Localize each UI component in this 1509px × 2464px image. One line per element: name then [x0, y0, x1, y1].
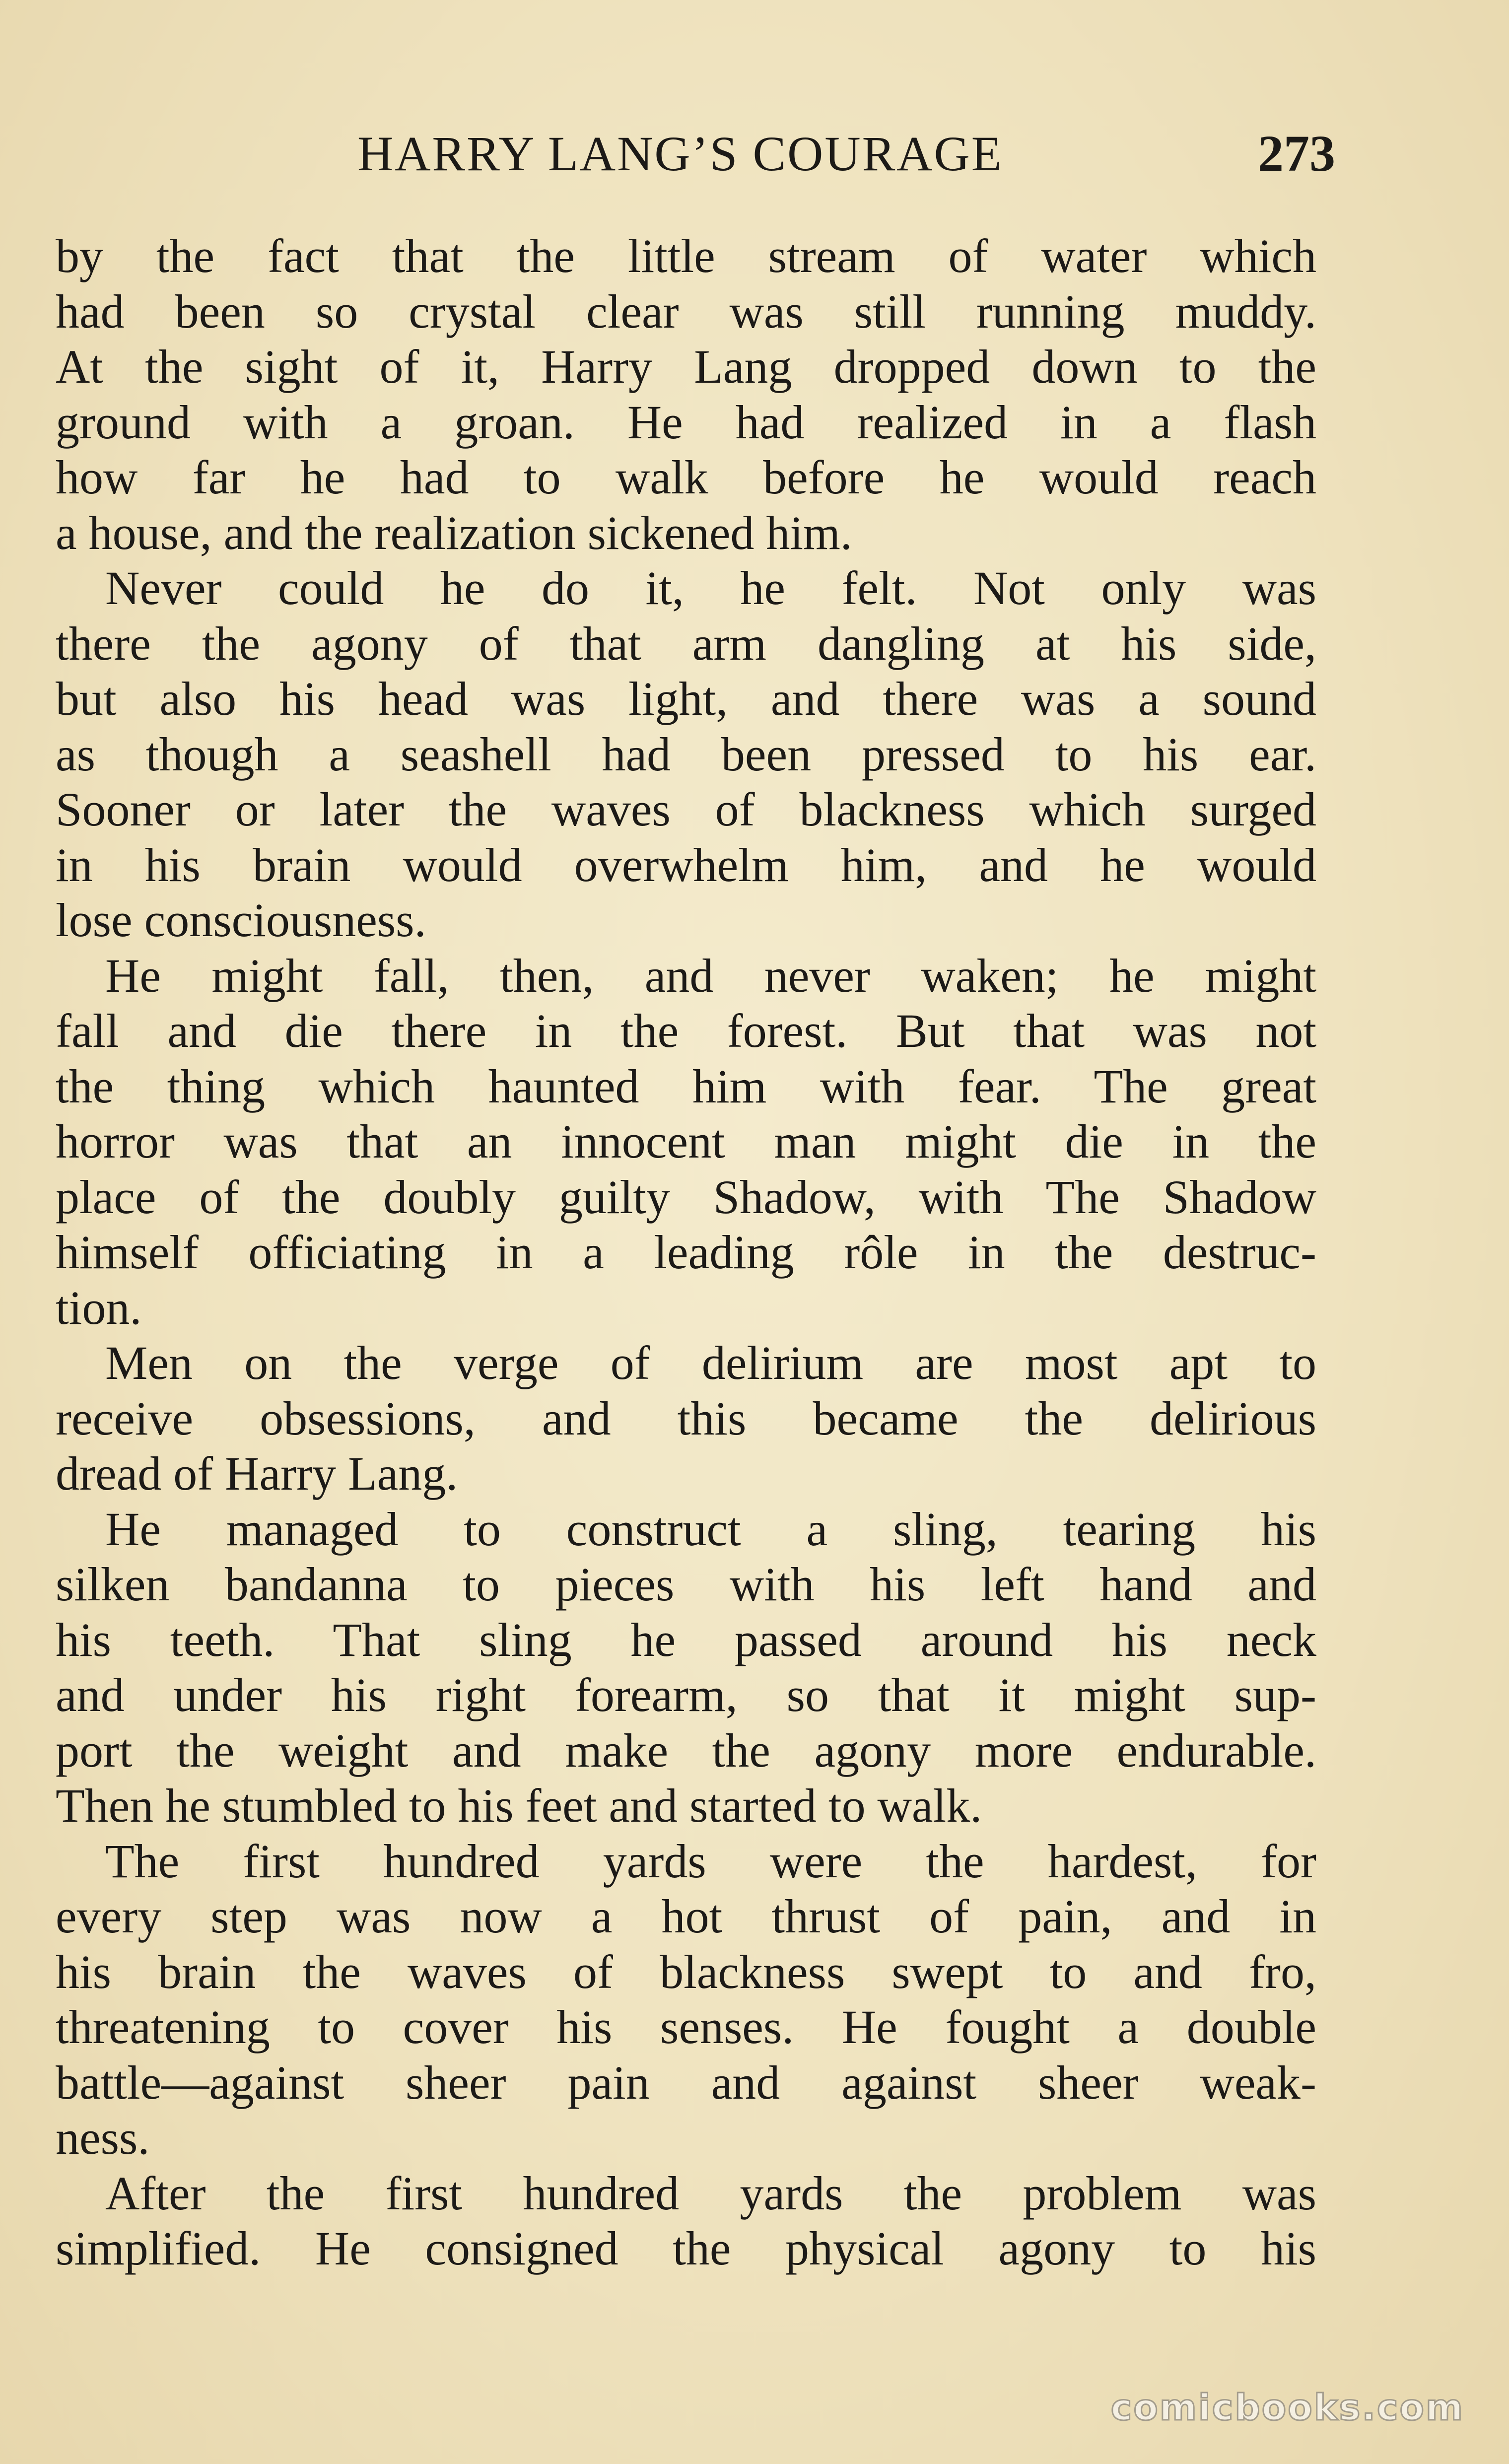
text-line: and under his right forearm, so that it might sup-	[56, 1668, 1316, 1721]
body-text	[56, 228, 1316, 2276]
text-line: every step was now a hot thrust of pain, and in	[56, 1890, 1316, 1943]
paragraph	[56, 1834, 1316, 2166]
text-line: Never could he do it, he felt. Not only was	[105, 561, 1316, 615]
text-line: there the agony of that arm dangling at his side,	[56, 616, 1316, 670]
text-line: Then he stumbled to his feet and started to walk.	[56, 1779, 982, 1832]
text-line: horror was that an innocent man might die in the	[56, 1115, 1316, 1168]
text-line: tion.	[56, 1281, 142, 1334]
text-line: ness.	[56, 2111, 150, 2164]
paragraph	[56, 228, 1316, 560]
watermark: comicbooks.com	[1110, 2387, 1464, 2428]
page-header	[55, 124, 1335, 184]
text-line: At the sight of it, Harry Lang dropped down to the	[56, 340, 1316, 393]
text-line: He might fall, then, and never waken; he might	[105, 949, 1316, 1002]
text-line: as though a seashell had been pressed to his ear.	[56, 727, 1316, 781]
text-line: how far he had to walk before he would reach	[56, 451, 1316, 504]
paragraph	[56, 1502, 1316, 1834]
text-line: He managed to construct a sling, tearing his	[105, 1502, 1316, 1556]
text-line: ground with a groan. He had realized in a flash	[56, 395, 1316, 449]
text-line: himself officiating in a leading rôle in the destruc-	[56, 1226, 1316, 1279]
text-line: in his brain would overwhelm him, and he would	[56, 838, 1316, 891]
text-line: but also his head was light, and there was a sound	[56, 672, 1316, 725]
text-line: fall and die there in the forest. But that was not	[56, 1004, 1316, 1057]
text-line: the thing which haunted him with fear. The great	[56, 1059, 1316, 1113]
text-line: his brain the waves of blackness swept to and fro,	[56, 1945, 1316, 1998]
text-line: silken bandanna to pieces with his left hand and	[56, 1558, 1316, 1611]
text-line: The first hundred yards were the hardest, for	[105, 1834, 1316, 1888]
text-line: his teeth. That sling he passed around his neck	[56, 1613, 1316, 1666]
text-line: Sooner or later the waves of blackness which surged	[56, 783, 1316, 836]
text-line: Men on the verge of delirium are most apt to	[105, 1336, 1316, 1389]
text-line: dread of Harry Lang.	[56, 1447, 458, 1500]
text-line: had been so crystal clear was still running muddy.	[56, 284, 1316, 338]
text-line: place of the doubly guilty Shadow, with The Shadow	[56, 1170, 1316, 1224]
paragraph	[56, 1335, 1316, 1502]
paragraph	[56, 948, 1316, 1336]
page-number: 273	[1258, 125, 1335, 182]
text-line: a house, and the realization sickened him.	[56, 506, 852, 559]
text-line: lose consciousness.	[56, 893, 426, 947]
text-line: threatening to cover his senses. He fought a double	[56, 2000, 1316, 2053]
text-line: battle—against sheer pain and against sheer weak-	[56, 2055, 1316, 2109]
text-line: port the weight and make the agony more endurable.	[56, 1723, 1316, 1777]
text-line: receive obsessions, and this became the delirious	[56, 1391, 1316, 1445]
running-head: HARRY LANG’S COURAGE	[357, 126, 1003, 181]
text-line: After the first hundred yards the problem was	[105, 2166, 1316, 2220]
paragraph	[56, 560, 1316, 948]
paragraph	[56, 2166, 1316, 2276]
text-line: by the fact that the little stream of water which	[56, 229, 1316, 282]
text-line: simplified. He consigned the physical agony to his	[56, 2222, 1316, 2275]
